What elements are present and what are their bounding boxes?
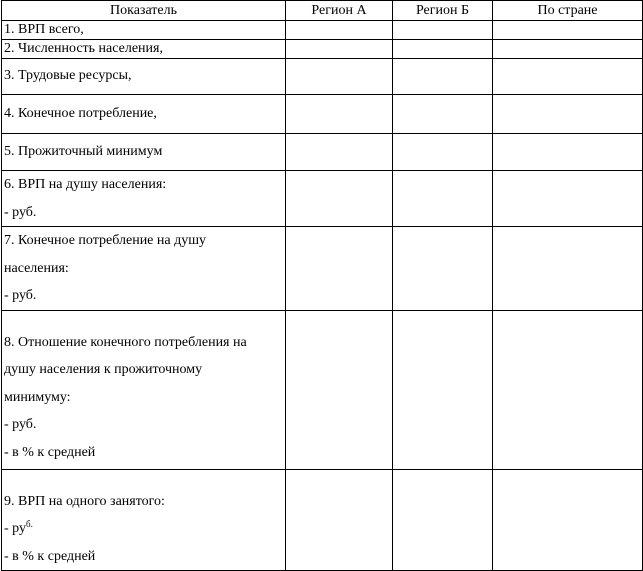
cell-region-a [286, 469, 393, 571]
cell-country [493, 171, 643, 227]
cell-region-a [286, 227, 393, 311]
table-row [2, 21, 643, 40]
cell-region-b [393, 59, 493, 95]
row-label [2, 95, 286, 134]
cell-country [493, 310, 643, 469]
cell-country [493, 227, 643, 311]
cell-country [493, 40, 643, 59]
cell-region-b [393, 134, 493, 171]
header-indicator: Показатель [2, 1, 286, 21]
cell-region-b [393, 469, 493, 571]
row-label-line: - в % к средней [4, 444, 96, 460]
superscript: б. [25, 519, 33, 529]
row-label [2, 227, 286, 311]
cell-region-a [286, 95, 393, 134]
cell-region-a [286, 40, 393, 59]
cell-region-b [393, 171, 493, 227]
row-label-line: минимуму: [4, 389, 71, 405]
row-label-line [4, 515, 285, 543]
row-label-line: - руб. [4, 288, 37, 303]
cell-region-a [286, 310, 393, 469]
row-label-text: - ру [4, 521, 26, 536]
indicators-table [1, 0, 643, 571]
table-row [2, 310, 643, 469]
row-label [2, 134, 286, 171]
row-label [2, 310, 286, 469]
cell-country [493, 21, 643, 40]
row-label [2, 59, 286, 95]
header-row [2, 1, 643, 21]
table-row [2, 227, 643, 311]
header-region-b: Регион Б [393, 1, 493, 21]
table-row [2, 95, 643, 134]
row-label-line: 1. ВРП всего, [4, 22, 84, 37]
row-label-line: - в % к средней [4, 548, 96, 564]
row-label-line: 3. Трудовые ресурсы, [4, 68, 132, 83]
cell-region-b [393, 21, 493, 40]
row-label-line: 9. ВРП на одного занятого: [4, 493, 165, 509]
header-region-a: Регион А [286, 1, 393, 21]
row-label-line: душу населения к прожиточному [4, 362, 203, 377]
row-label [2, 171, 286, 227]
row-label-line: 4. Конечное потребление, [4, 106, 157, 121]
row-label-line: - руб. [4, 417, 37, 432]
cell-region-a [286, 59, 393, 95]
row-label [2, 40, 286, 59]
table-row [2, 134, 643, 171]
row-label-line: 5. Прожиточный минимум [4, 144, 163, 159]
table-row [2, 40, 643, 59]
row-label-line: населения: [4, 260, 69, 276]
table-row [2, 469, 643, 571]
header-country: По стране [493, 1, 643, 21]
cell-region-b [393, 40, 493, 59]
table-row [2, 171, 643, 227]
row-label-line: 6. ВРП на душу населения: [4, 177, 167, 192]
cell-region-a [286, 171, 393, 227]
cell-region-a [286, 21, 393, 40]
cell-country [493, 134, 643, 171]
row-label [2, 469, 286, 571]
cell-region-b [393, 95, 493, 134]
cell-country [493, 95, 643, 134]
row-label-line: 7. Конечное потребление на душу [4, 233, 207, 248]
cell-region-b [393, 227, 493, 311]
cell-region-b [393, 310, 493, 469]
cell-country [493, 469, 643, 571]
cell-region-a [286, 134, 393, 171]
row-label [2, 21, 286, 40]
cell-country [493, 59, 643, 95]
row-label-line: 2. Численность населения, [4, 41, 163, 56]
table-row [2, 59, 643, 95]
row-label-line: 8. Отношение конечного потребления на [4, 334, 247, 350]
row-label-line: - руб. [4, 204, 37, 220]
